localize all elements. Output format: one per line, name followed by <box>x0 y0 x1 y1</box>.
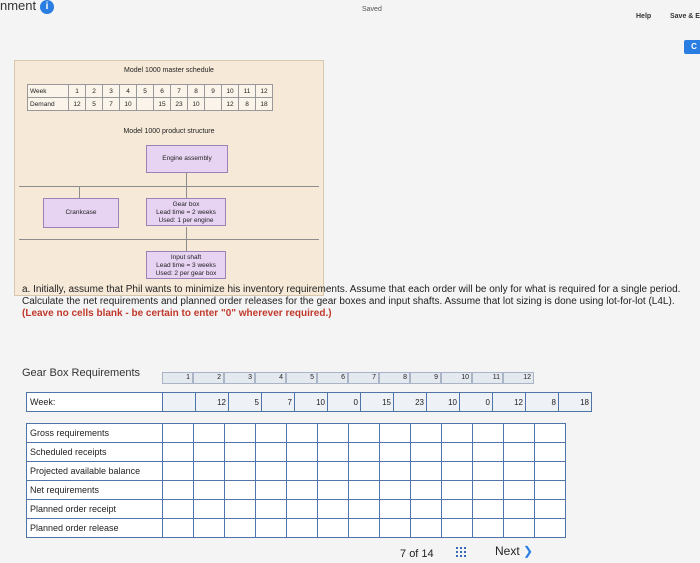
footer <box>0 540 700 563</box>
gross-value: 8 <box>526 393 559 412</box>
week-number: 7 <box>348 372 379 384</box>
shaft-usage: Used: 2 per gear box <box>155 270 217 277</box>
assignment-title: nment <box>0 0 37 13</box>
input-cell[interactable] <box>194 443 225 462</box>
side-button[interactable]: C <box>684 40 700 54</box>
input-cell[interactable] <box>504 481 535 500</box>
question-text <box>22 284 682 320</box>
connector <box>186 227 187 239</box>
input-cell[interactable] <box>163 424 194 443</box>
input-cell[interactable] <box>163 462 194 481</box>
row-label: Planned order receipt <box>27 500 163 519</box>
crankcase-label: Crankcase <box>65 209 97 216</box>
gross-value: 15 <box>361 393 394 412</box>
gearbox-lead-time: Lead time = 2 weeks <box>156 209 216 216</box>
input-cell[interactable] <box>349 424 380 443</box>
master-schedule-table <box>27 84 273 111</box>
save-exit-link[interactable]: Save & E <box>670 13 700 20</box>
input-cell[interactable] <box>256 424 287 443</box>
requirement-row <box>27 462 566 481</box>
gearbox-table-title: Gear Box Requirements <box>22 367 140 379</box>
input-cell[interactable] <box>473 519 504 538</box>
shaft-name: Input shaft <box>170 254 202 261</box>
input-cell[interactable] <box>194 519 225 538</box>
input-cell[interactable] <box>163 500 194 519</box>
input-cell[interactable] <box>225 519 256 538</box>
mps-week: 6 <box>154 85 171 98</box>
input-cell[interactable] <box>504 424 535 443</box>
mps-week-row <box>28 85 273 98</box>
input-cell[interactable] <box>318 519 349 538</box>
gear-box-box <box>146 198 226 226</box>
mps-week: 1 <box>69 85 86 98</box>
input-cell[interactable] <box>256 519 287 538</box>
mps-demand: 12 <box>69 98 86 111</box>
input-cell[interactable] <box>411 443 442 462</box>
mps-week: 5 <box>137 85 154 98</box>
input-cell[interactable] <box>504 519 535 538</box>
input-cell[interactable] <box>411 481 442 500</box>
mps-week-label: Week <box>28 85 69 98</box>
input-cell[interactable] <box>349 519 380 538</box>
requirement-row <box>27 443 566 462</box>
connector <box>186 239 187 251</box>
input-cell[interactable] <box>535 500 566 519</box>
input-cell[interactable] <box>318 481 349 500</box>
gross-value: 10 <box>295 393 328 412</box>
week-number-row <box>162 372 534 384</box>
input-cell[interactable] <box>194 424 225 443</box>
row-label-week: Week: <box>27 393 163 412</box>
input-cell[interactable] <box>504 462 535 481</box>
grid-icon[interactable] <box>455 546 467 558</box>
input-cell[interactable] <box>225 462 256 481</box>
mps-week: 10 <box>222 85 239 98</box>
week-number: 10 <box>441 372 472 384</box>
mps-demand-label: Demand <box>28 98 69 111</box>
input-cell[interactable] <box>287 443 318 462</box>
week-number: 3 <box>224 372 255 384</box>
mps-demand: 23 <box>171 98 188 111</box>
input-cell[interactable] <box>225 424 256 443</box>
question-note: (Leave no cells blank - be certain to enter "0" wherever required.) <box>22 308 332 319</box>
input-cell[interactable] <box>318 462 349 481</box>
mps-demand <box>137 98 154 111</box>
requirement-row <box>27 481 566 500</box>
gearbox-name: Gear box <box>172 201 200 208</box>
connector <box>186 172 187 186</box>
input-cell[interactable] <box>442 481 473 500</box>
input-cell[interactable] <box>473 481 504 500</box>
input-cell[interactable] <box>318 424 349 443</box>
mps-demand: 10 <box>188 98 205 111</box>
gross-value <box>163 393 196 412</box>
mps-demand: 8 <box>239 98 256 111</box>
mps-demand-row <box>28 98 273 111</box>
input-cell[interactable] <box>349 443 380 462</box>
input-cell[interactable] <box>442 424 473 443</box>
input-cell[interactable] <box>380 500 411 519</box>
row-label: Projected available balance <box>27 462 163 481</box>
week-number: 5 <box>286 372 317 384</box>
gearbox-usage: Used: 1 per engine <box>158 217 214 224</box>
input-shaft-box <box>146 251 226 279</box>
requirement-row <box>27 500 566 519</box>
input-cell[interactable] <box>287 481 318 500</box>
mps-demand <box>205 98 222 111</box>
gross-value: 0 <box>328 393 361 412</box>
input-cell[interactable] <box>411 519 442 538</box>
week-number: 8 <box>379 372 410 384</box>
week-number: 2 <box>193 372 224 384</box>
row-label: Planned order release <box>27 519 163 538</box>
input-cell[interactable] <box>349 462 380 481</box>
requirement-row <box>27 424 566 443</box>
mps-demand: 12 <box>222 98 239 111</box>
input-cell[interactable] <box>318 443 349 462</box>
input-cell[interactable] <box>225 443 256 462</box>
input-cell[interactable] <box>411 424 442 443</box>
input-cell[interactable] <box>287 519 318 538</box>
gearbox-input-rows <box>26 423 566 538</box>
gross-value: 5 <box>229 393 262 412</box>
input-cell[interactable] <box>163 519 194 538</box>
current-page: 7 <box>400 548 407 560</box>
shaft-lead-time: Lead time = 3 weeks <box>156 262 216 269</box>
input-cell[interactable] <box>473 424 504 443</box>
gross-value: 10 <box>427 393 460 412</box>
input-cell[interactable] <box>287 424 318 443</box>
input-cell[interactable] <box>442 519 473 538</box>
input-cell[interactable] <box>287 500 318 519</box>
input-cell[interactable] <box>535 462 566 481</box>
gross-value: 12 <box>196 393 229 412</box>
input-cell[interactable] <box>256 481 287 500</box>
connector <box>19 186 319 187</box>
row-label: Gross requirements <box>27 424 163 443</box>
week-number: 9 <box>410 372 441 384</box>
input-cell[interactable] <box>287 462 318 481</box>
input-cell[interactable] <box>194 481 225 500</box>
row-label: Net requirements <box>27 481 163 500</box>
schedule-title: Model 1000 master schedule <box>124 67 214 74</box>
gross-value: 7 <box>262 393 295 412</box>
input-cell[interactable] <box>535 443 566 462</box>
input-cell[interactable] <box>194 462 225 481</box>
input-cell[interactable] <box>194 500 225 519</box>
input-cell[interactable] <box>504 500 535 519</box>
week-number: 11 <box>472 372 503 384</box>
mps-week: 11 <box>239 85 256 98</box>
help-link[interactable]: Help <box>636 13 652 20</box>
input-cell[interactable] <box>442 443 473 462</box>
mps-week: 9 <box>205 85 222 98</box>
input-cell[interactable] <box>473 462 504 481</box>
requirement-row <box>27 519 566 538</box>
week-number: 12 <box>503 372 534 384</box>
gross-value: 0 <box>460 393 493 412</box>
crankcase-box <box>43 198 119 228</box>
input-cell[interactable] <box>163 481 194 500</box>
input-cell[interactable] <box>163 443 194 462</box>
engine-assembly-box <box>146 145 228 173</box>
input-cell[interactable] <box>442 500 473 519</box>
input-cell[interactable] <box>256 462 287 481</box>
mps-demand: 18 <box>256 98 273 111</box>
input-cell[interactable] <box>411 500 442 519</box>
input-cell[interactable] <box>473 443 504 462</box>
input-cell[interactable] <box>256 500 287 519</box>
chevron-right-icon: ❯ <box>523 544 534 558</box>
problem-figure <box>14 60 324 296</box>
input-cell[interactable] <box>442 462 473 481</box>
input-cell[interactable] <box>225 481 256 500</box>
mps-week: 2 <box>86 85 103 98</box>
input-cell[interactable] <box>318 500 349 519</box>
input-cell[interactable] <box>380 424 411 443</box>
gross-value: 23 <box>394 393 427 412</box>
input-cell[interactable] <box>256 443 287 462</box>
gross-value: 12 <box>493 393 526 412</box>
connector <box>19 239 319 240</box>
week-row <box>27 393 592 412</box>
info-icon[interactable]: i <box>40 0 54 14</box>
input-cell[interactable] <box>380 519 411 538</box>
mps-demand: 15 <box>154 98 171 111</box>
saved-status: Saved <box>362 6 382 13</box>
connector <box>79 186 80 198</box>
next-button[interactable] <box>495 544 533 558</box>
question-part-a: a. Initially, assume that Phil wants to minimize his inventory requirements. Assume that each order will be only for what is required for a single period. Calculate the net requirements and planned order releases for the gear boxes and input shafts. Assume that lot sizing is done using lot-for-lot (L4L). <box>22 284 681 307</box>
input-cell[interactable] <box>225 500 256 519</box>
structure-title: Model 1000 product structure <box>123 128 215 135</box>
input-cell[interactable] <box>504 443 535 462</box>
input-cell[interactable] <box>473 500 504 519</box>
gross-value: 18 <box>559 393 592 412</box>
mps-week: 7 <box>171 85 188 98</box>
input-cell[interactable] <box>380 443 411 462</box>
input-cell[interactable] <box>535 481 566 500</box>
next-label: Next <box>495 544 520 558</box>
gearbox-requirements-table <box>26 392 592 412</box>
mps-week: 3 <box>103 85 120 98</box>
input-cell[interactable] <box>535 424 566 443</box>
input-cell[interactable] <box>349 500 380 519</box>
input-cell[interactable] <box>380 462 411 481</box>
input-cell[interactable] <box>411 462 442 481</box>
mps-demand: 10 <box>120 98 137 111</box>
input-cell[interactable] <box>349 481 380 500</box>
mps-demand: 7 <box>103 98 120 111</box>
connector <box>186 186 187 198</box>
mps-week: 4 <box>120 85 137 98</box>
mps-demand: 5 <box>86 98 103 111</box>
week-number: 6 <box>317 372 348 384</box>
week-number: 1 <box>162 372 193 384</box>
input-cell[interactable] <box>380 481 411 500</box>
week-number: 4 <box>255 372 286 384</box>
top-bar <box>0 0 700 18</box>
engine-label: Engine assembly <box>162 155 212 162</box>
row-label: Scheduled receipts <box>27 443 163 462</box>
total-pages: of 14 <box>409 548 434 560</box>
input-cell[interactable] <box>535 519 566 538</box>
page-indicator <box>400 548 434 560</box>
mps-week: 12 <box>256 85 273 98</box>
mps-week: 8 <box>188 85 205 98</box>
